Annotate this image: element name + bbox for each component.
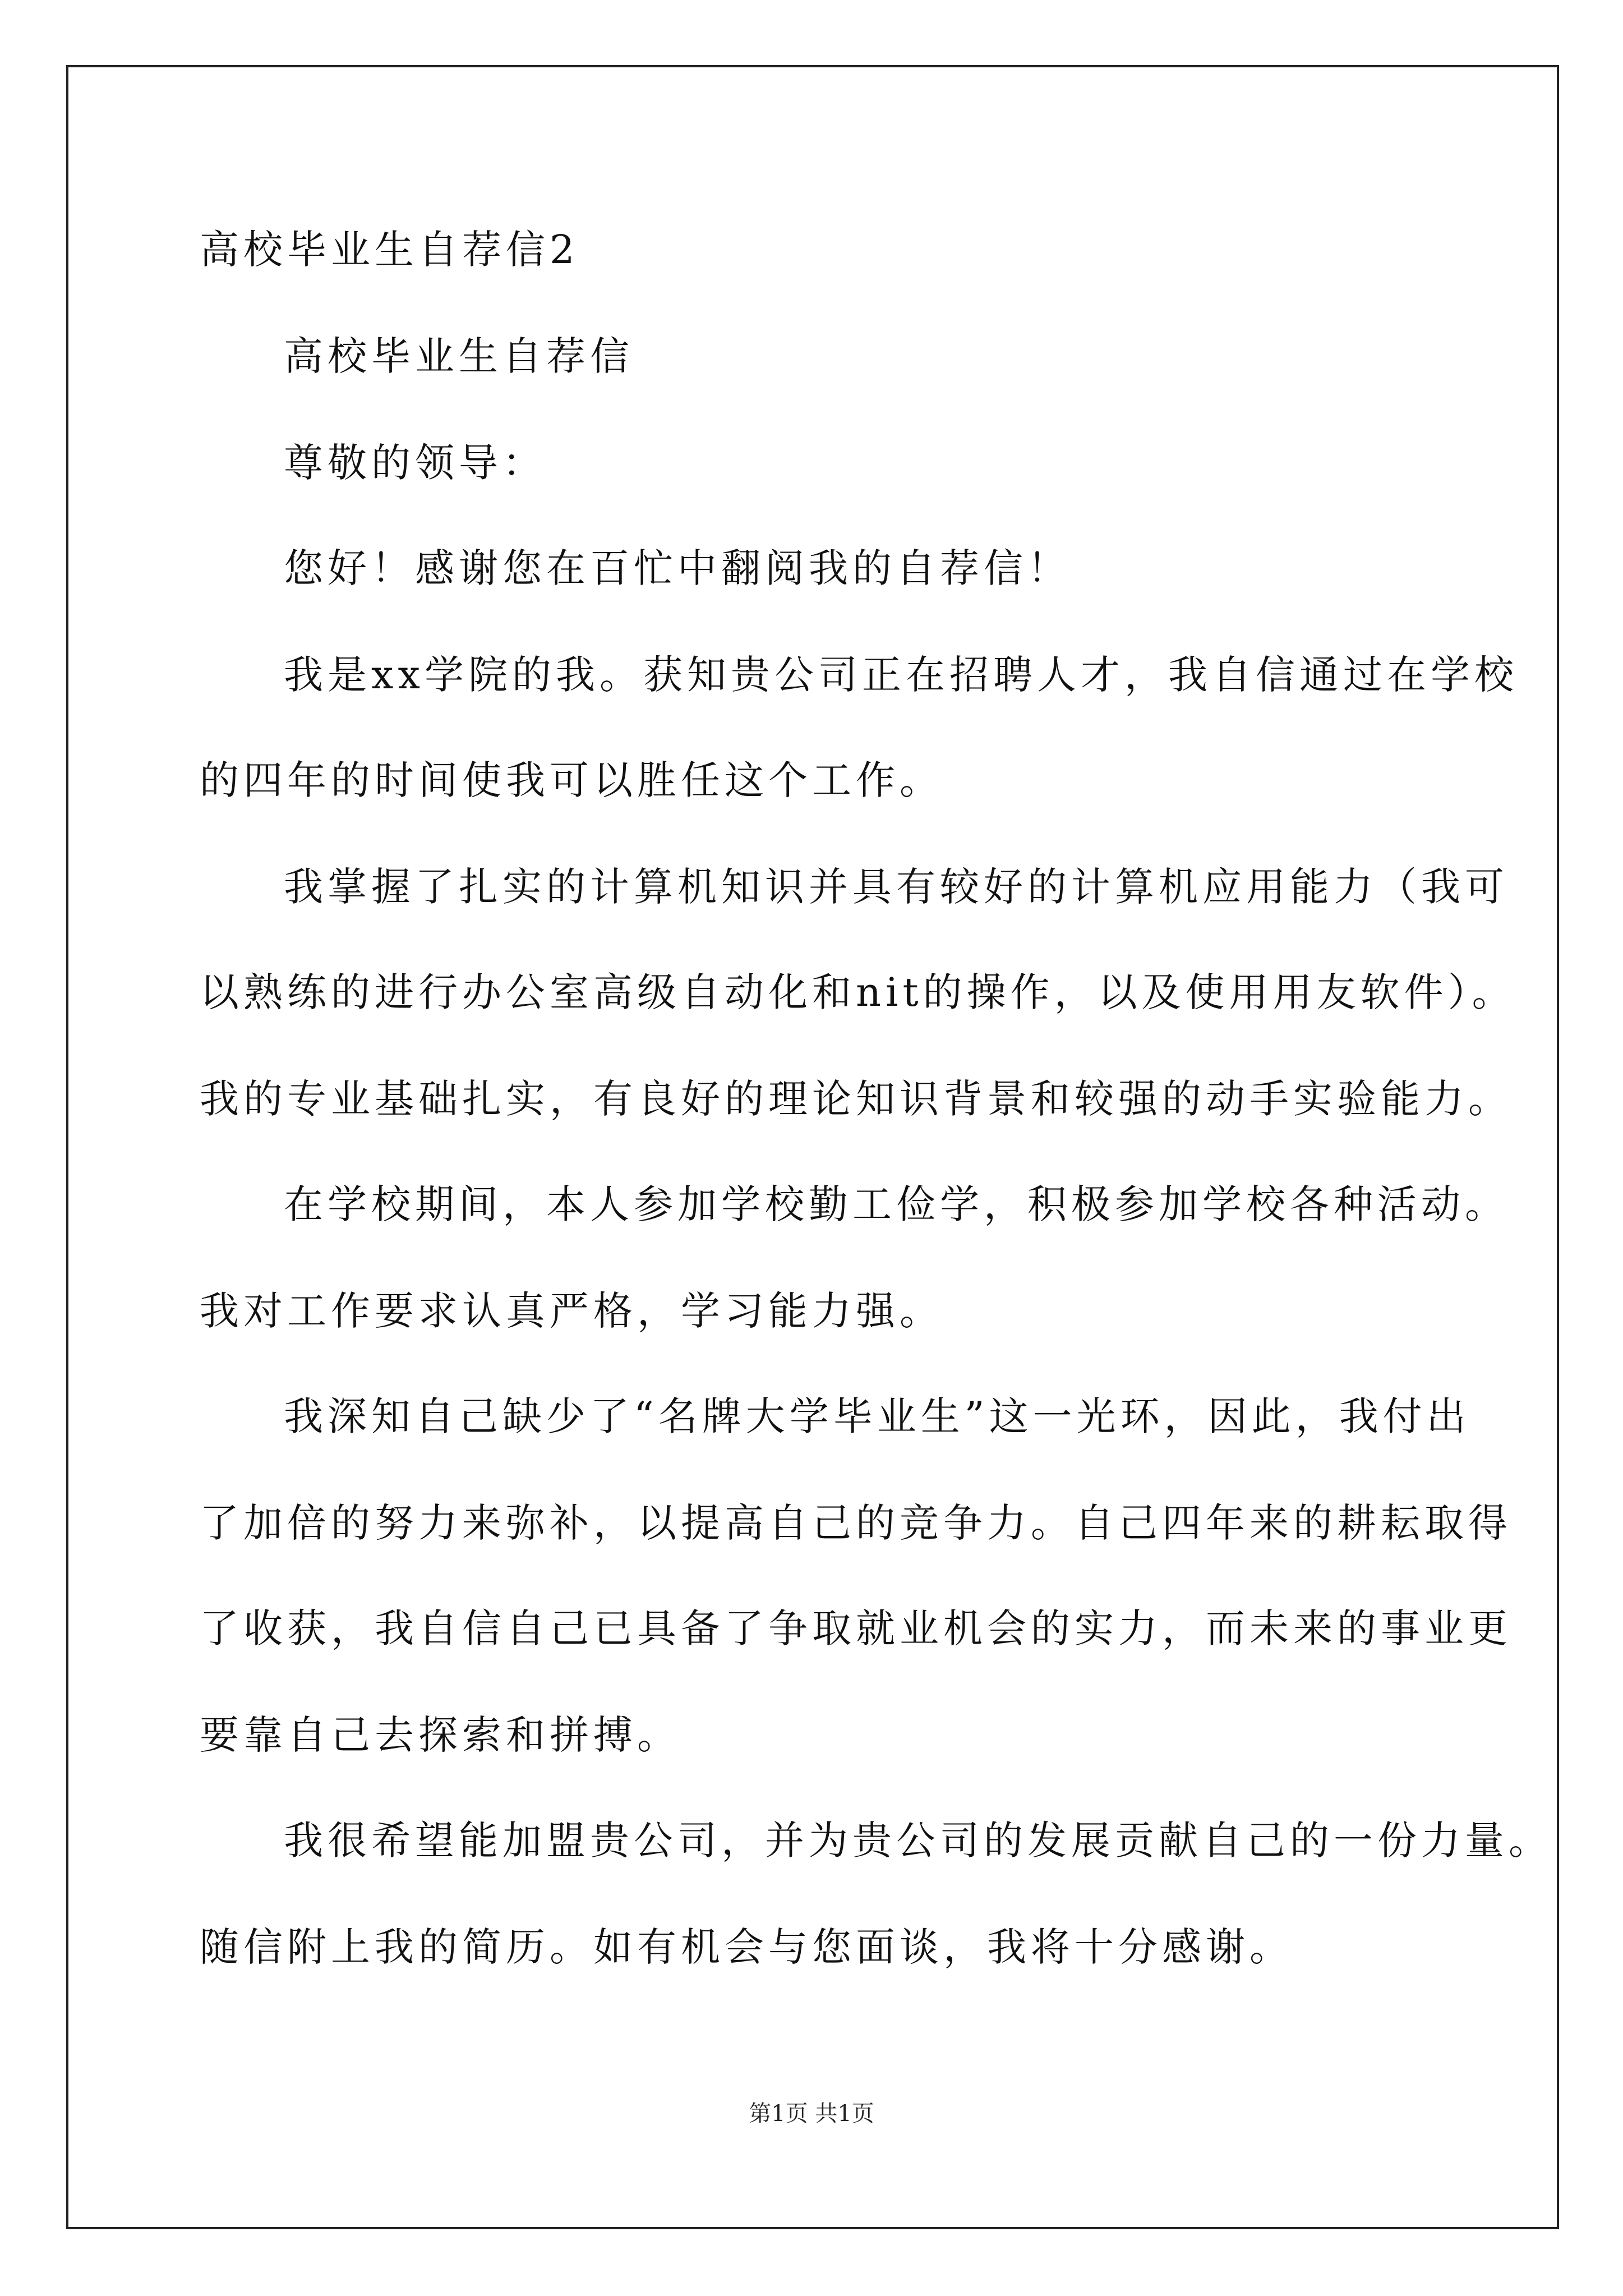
paragraph-line: 了收获，我自信自己已具备了争取就业机会的实力，而未来的事业更 <box>200 1605 1512 1651</box>
paragraph-line: 您好！感谢您在百忙中翻阅我的自荐信！ <box>284 545 1071 591</box>
paragraph-line: 要靠自己去探索和拼搏。 <box>200 1712 681 1758</box>
paragraph-line: 了加倍的努力来弥补，以提高自己的竞争力。自己四年来的耕耘取得 <box>200 1500 1512 1546</box>
paragraph-line: 我掌握了扎实的计算机知识并具有较好的计算机应用能力（我可 <box>284 864 1509 910</box>
salutation: 尊敬的领导： <box>284 440 546 486</box>
paragraph-line: 在学校期间，本人参加学校勤工俭学，积极参加学校各种活动。 <box>284 1181 1509 1227</box>
page-border <box>66 65 1559 2229</box>
paragraph-line: 我对工作要求认真严格，学习能力强。 <box>200 1288 943 1334</box>
page-footer: 第1页 共1页 <box>749 2101 874 2127</box>
document-heading: 高校毕业生自荐信2 <box>200 227 579 273</box>
letter-title: 高校毕业生自荐信 <box>284 333 634 379</box>
paragraph-line: 我的专业基础扎实，有良好的理论知识背景和较强的动手实验能力。 <box>200 1076 1512 1122</box>
paragraph-line: 我是xx学院的我。获知贵公司正在招聘人才，我自信通过在学校 <box>284 652 1518 698</box>
paragraph-line: 我很希望能加盟贵公司，并为贵公司的发展贡献自己的一份力量。 <box>284 1818 1552 1864</box>
paragraph-line: 我深知自己缺少了“名牌大学毕业生”这一光环，因此，我付出 <box>284 1393 1470 1439</box>
paragraph-line: 的四年的时间使我可以胜任这个工作。 <box>200 757 943 803</box>
paragraph-line: 随信附上我的简历。如有机会与您面谈，我将十分感谢。 <box>200 1924 1293 1970</box>
paragraph-line: 以熟练的进行办公室高级自动化和nit的操作，以及使用用友软件）。 <box>200 969 1516 1015</box>
